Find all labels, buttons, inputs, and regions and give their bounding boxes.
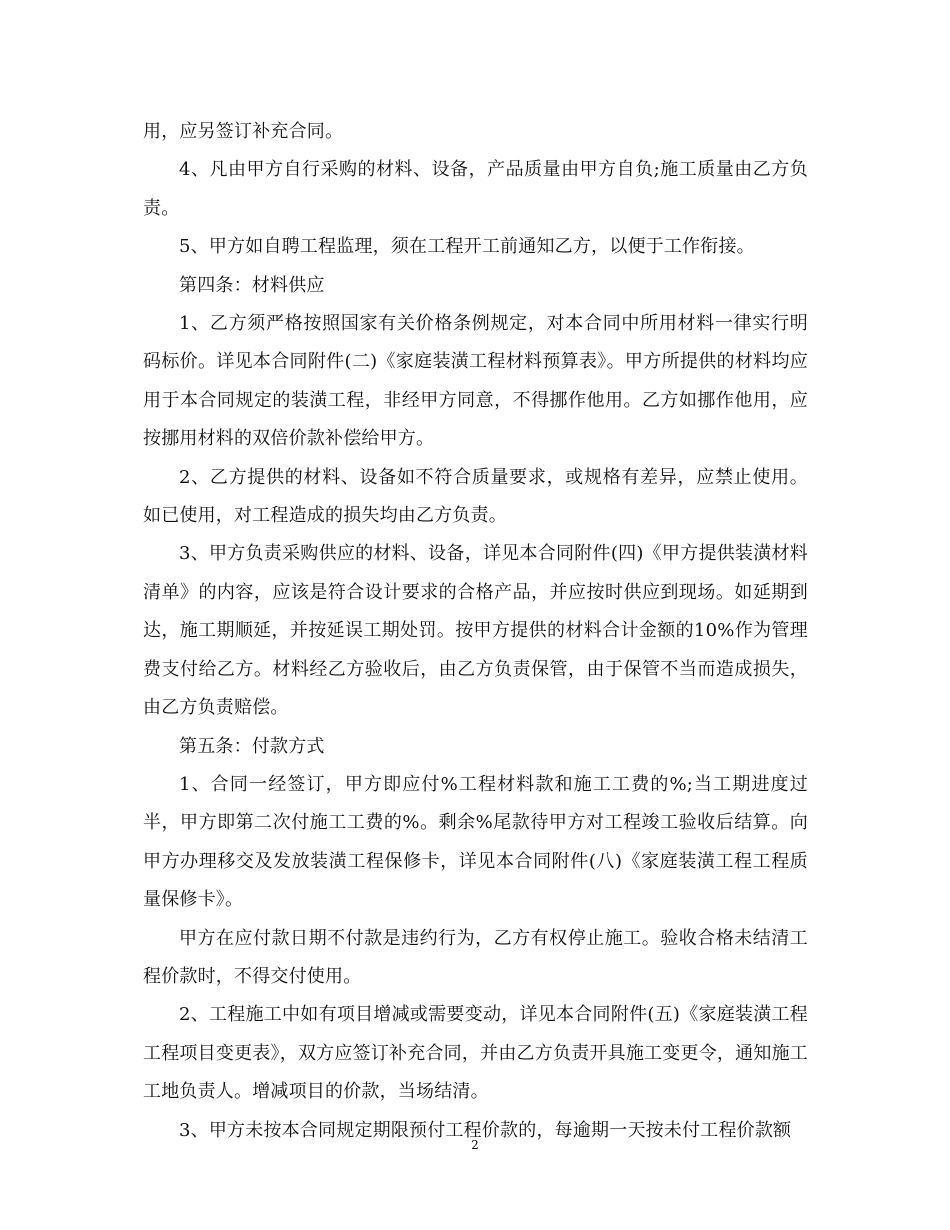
paragraph: 2、乙方提供的材料、设备如不符合质量要求，或规格有差异，应禁止使用。如已使用，对工程造成的损失均由乙方负责。	[143, 466, 808, 527]
paragraph: 甲方在应付款日期不付款是违约行为，乙方有权停止施工。验收合格未结清工程价款时，不得交付使用。	[143, 927, 808, 987]
paragraph: 4、凡由甲方自行采购的材料、设备，产品质量由甲方自负;施工质量由乙方负责。	[143, 159, 808, 219]
paragraph: 用，应另签订补充合同。	[143, 121, 344, 142]
section-heading: 第四条：材料供应	[179, 274, 325, 296]
paragraph: 3、甲方负责采购供应的材料、设备，详见本合同附件(四)《甲方提供装潢材料清单》的内容，应该是符合设计要求的合格产品，并应按时供应到现场。如延期到达，施工期顺延，并按延误工期处罚。按甲方提供的材料合计金额的10%作为管理费支付给乙方。材料经乙方验收后，由乙方负责保管，由于保管不当而造成损失，由乙方负责赔偿。	[143, 543, 808, 719]
section-heading: 第五条：付款方式	[179, 735, 325, 757]
page-number: 2	[471, 1138, 479, 1152]
paragraph: 1、乙方须严格按照国家有关价格条例规定，对本合同中所用材料一律实行明码标价。详见本合同附件(二)《家庭装潢工程材料预算表》。甲方所提供的材料均应用于本合同规定的装潢工程，非经甲方同意，不得挪作他用。乙方如挪作他用，应按挪用材料的双倍价款补偿给甲方。	[143, 313, 808, 450]
paragraph: 2、工程施工中如有项目增减或需要变动，详见本合同附件(五)《家庭装潢工程工程项目变更表》，双方应签订补充合同，并由乙方负责开具施工变更令，通知施工工地负责人。增减项目的价款，当场结清。	[143, 1004, 808, 1103]
document-body	[143, 113, 808, 1150]
paragraph: 1、合同一经签订，甲方即应付%工程材料款和施工工费的%;当工期进度过半，甲方即第二次付施工工费的%。剩余%尾款待甲方对工程竣工验收后结算。向甲方办理移交及发放装潢工程保修卡，详见本合同附件(八)《家庭装潢工程工程质量保修卡》。	[143, 773, 808, 911]
paragraph: 3、甲方未按本合同规定期限预付工程价款的，每逾期一天按未付工程价款额	[179, 1119, 792, 1141]
paragraph: 5、甲方如自聘工程监理，须在工程开工前通知乙方，以便于工作衔接。	[179, 236, 755, 258]
